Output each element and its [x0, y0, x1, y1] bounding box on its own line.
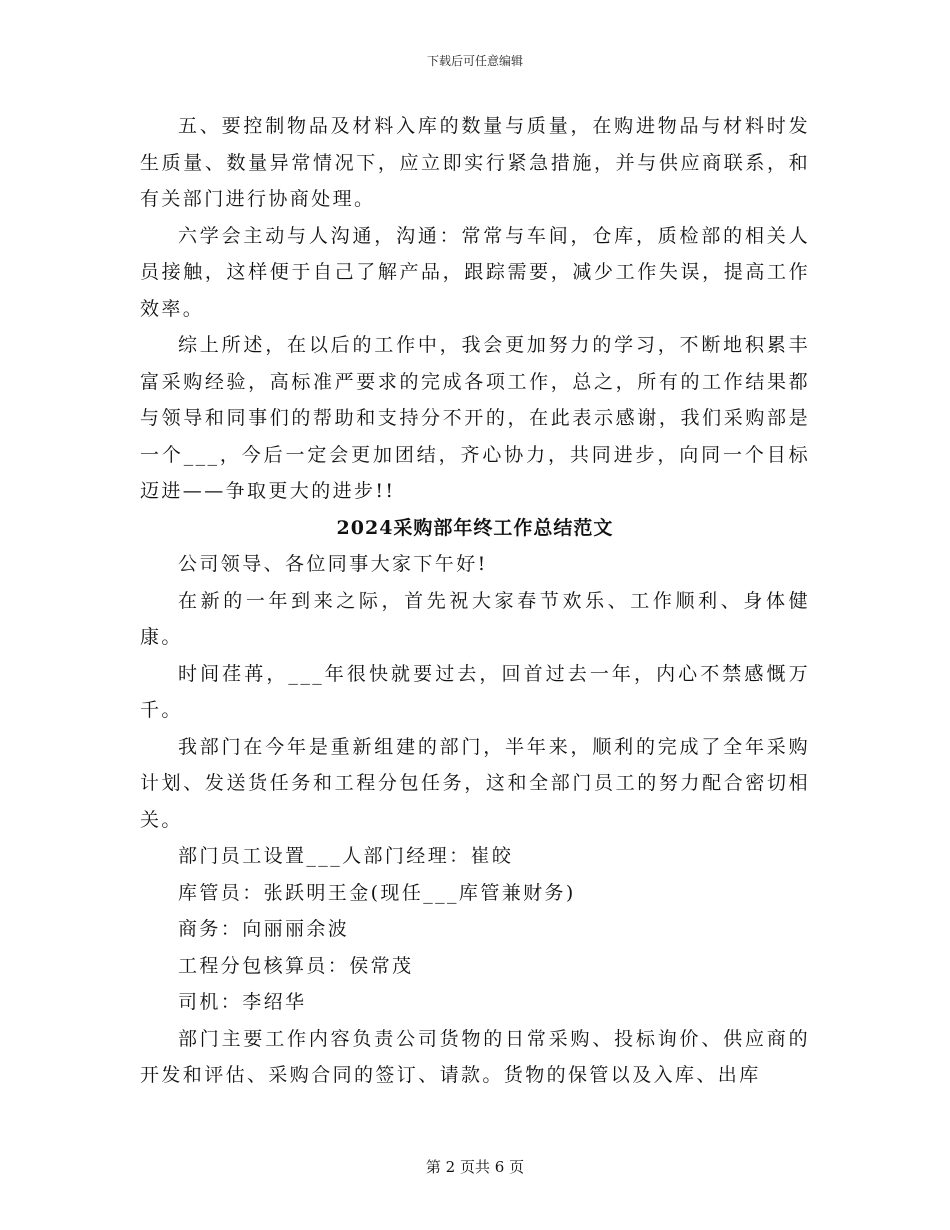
paragraph-communication: 六学会主动与人沟通，沟通：常常与车间，仓库，质检部的相关人员接触，这样便于自己了解产品，跟踪需要，减少工作失误，提高工作效率。	[140, 224, 810, 320]
paragraph-control-quality: 五、要控制物品及材料入库的数量与质量，在购进物品与材料时发生质量、数量异常情况下，应立即实行紧急措施，并与供应商联系，和有关部门进行协商处理。	[140, 115, 810, 210]
paragraph-accountant: 工程分包核算员：侯常茂	[178, 954, 414, 977]
paragraph-staff-setup: 部门员工设置___人部门经理：崔皎	[178, 845, 514, 867]
paragraph-main-work: 部门主要工作内容负责公司货物的日常采购、投标询价、供应商的开发和评估、采购合同的签订、请款。货物的保管以及入库、出库	[140, 1027, 810, 1086]
section-title: 2024采购部年终工作总结范文	[336, 516, 614, 539]
paragraph-warehouse-staff: 库管员：张跃明王金(现任___库管兼财务)	[178, 881, 576, 904]
paragraph-business-staff: 商务：向丽丽余波	[178, 918, 350, 940]
paragraph-department: 我部门在今年是重新组建的部门，半年来，顺利的完成了全年采购计划、发送货任务和工程分包任务，这和全部门员工的努力配合密切相关。	[140, 735, 810, 831]
paragraph-greeting: 公司领导、各位同事大家下午好!	[178, 553, 488, 575]
paragraph-time: 时间荏苒，___年很快就要过去，回首过去一年，内心不禁感慨万千。	[140, 662, 810, 721]
paragraph-driver: 司机：李绍华	[178, 991, 307, 1013]
paragraph-new-year: 在新的一年到来之际，首先祝大家春节欢乐、工作顺利、身体健康。	[140, 589, 810, 648]
document-body	[140, 108, 810, 1094]
page-header: 下载后可任意编辑	[426, 54, 523, 68]
paragraph-summary: 综上所述，在以后的工作中，我会更加努力的学习，不断地积累丰富采购经验，高标准严要求的完成各项工作，总之，所有的工作结果都与领导和同事们的帮助和支持分不开的，在此表示感谢，我们采购部是一个___，今后一定会更加团结，齐心协力，共同进步，向同一个目标迈进——争取更大的进步!!	[140, 334, 810, 502]
page-footer: 第 2 页共 6 页	[425, 1158, 525, 1176]
